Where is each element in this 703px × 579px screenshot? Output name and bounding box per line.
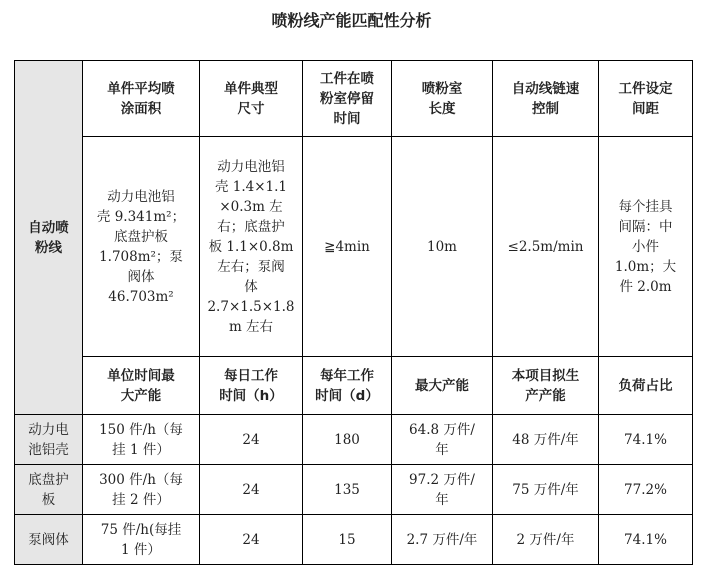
header-cell: 每日工作 时间（h） — [200, 357, 303, 415]
spec-cell: ≧4min — [303, 137, 392, 357]
header-cell: 自动线链速 控制 — [493, 61, 599, 137]
table-cell: 97.2 万件/ 年 — [392, 465, 493, 515]
table-row — [15, 465, 693, 515]
row-label: 泵阀体 — [15, 515, 83, 565]
header-cell: 本项目拟生 产产能 — [493, 357, 599, 415]
row-label: 底盘护 板 — [15, 465, 83, 515]
table-cell: 75 万件/年 — [493, 465, 599, 515]
spec-cell: 动力电池铝 壳 1.4×1.1 ×0.3m 左 右；底盘护 板 1.1×0.8m 左右；泵阀 体 2.7×1.5×1.8 m 左右 — [200, 137, 303, 357]
header-cell: 工件在喷 粉室停留 时间 — [303, 61, 392, 137]
table-cell: 77.2% — [599, 465, 693, 515]
header-cell: 单件典型 尺寸 — [200, 61, 303, 137]
side-label-cell: 自动喷 粉线 — [15, 61, 83, 415]
row-label: 动力电 池铝壳 — [15, 415, 83, 465]
header-cell: 最大产能 — [392, 357, 493, 415]
capacity-table — [14, 60, 693, 565]
header-cell: 喷粉室 长度 — [392, 61, 493, 137]
table-cell: 74.1% — [599, 515, 693, 565]
table-cell: 75 件/h(每挂 1 件） — [83, 515, 200, 565]
table-cell: 150 件/h（每 挂 1 件） — [83, 415, 200, 465]
table-cell: 180 — [303, 415, 392, 465]
table-cell: 24 — [200, 515, 303, 565]
table-cell: 135 — [303, 465, 392, 515]
table-cell: 2 万件/年 — [493, 515, 599, 565]
table-cell: 300 件/h（每 挂 2 件） — [83, 465, 200, 515]
table-cell: 74.1% — [599, 415, 693, 465]
header-cell: 单件平均喷 涂面积 — [83, 61, 200, 137]
page-title: 喷粉线产能匹配性分析 — [271, 11, 432, 30]
header-cell: 单位时间最 大产能 — [83, 357, 200, 415]
header-cell: 每年工作 时间（d） — [303, 357, 392, 415]
table-cell: 15 — [303, 515, 392, 565]
spec-cell: 每个挂具 间隔：中 小件 1.0m；大 件 2.0m — [599, 137, 693, 357]
spec-cell: 10m — [392, 137, 493, 357]
table-row — [15, 415, 693, 465]
header-row-2 — [15, 357, 693, 415]
spec-cell: 动力电池铝 壳 9.341m²； 底盘护板 1.708m²；泵 阀体 46.703m² — [83, 137, 200, 357]
header-cell: 负荷占比 — [599, 357, 693, 415]
header-cell: 工件设定 间距 — [599, 61, 693, 137]
table-row — [15, 515, 693, 565]
header-row-1 — [15, 61, 693, 137]
spec-row — [15, 137, 693, 357]
table-cell: 2.7 万件/年 — [392, 515, 493, 565]
table-cell: 64.8 万件/ 年 — [392, 415, 493, 465]
table-cell: 24 — [200, 465, 303, 515]
table-cell: 24 — [200, 415, 303, 465]
spec-cell: ≤2.5m/min — [493, 137, 599, 357]
table-cell: 48 万件/年 — [493, 415, 599, 465]
